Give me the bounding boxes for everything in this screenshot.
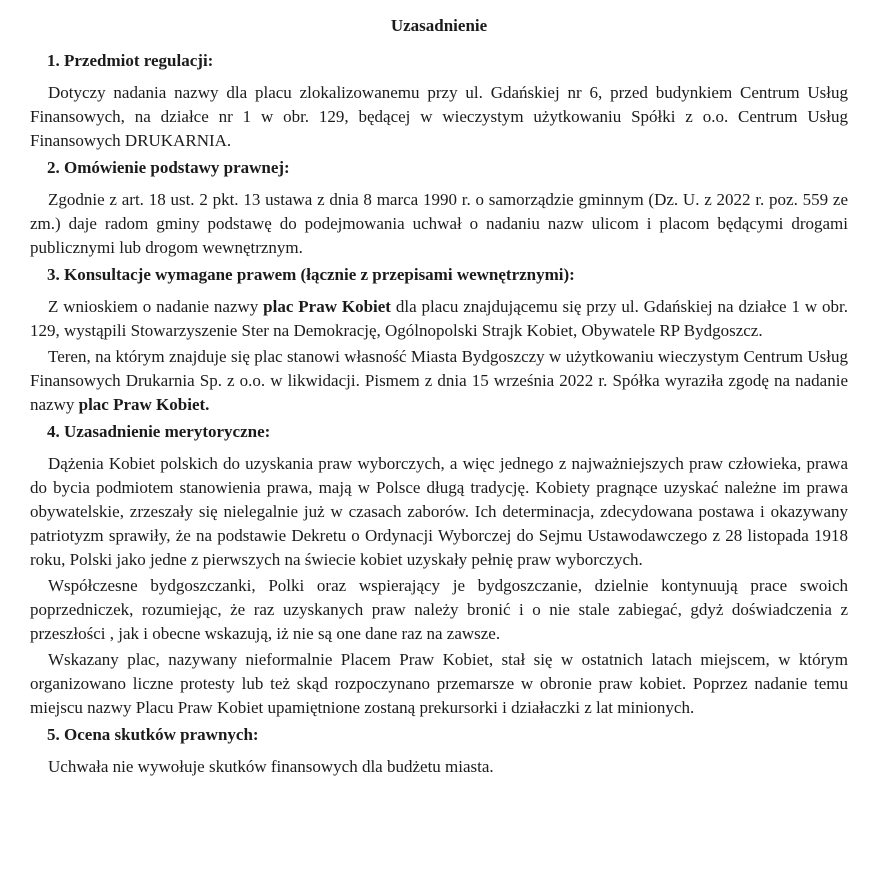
section-heading xyxy=(30,49,848,73)
paragraph xyxy=(30,345,848,417)
paragraph xyxy=(30,81,848,153)
bold-text-run: 5. Ocena skutków prawnych: xyxy=(47,725,259,744)
bold-text-run: Konsultacje wymagane prawem (łącznie z przepisami wewnętrznymi): xyxy=(64,265,575,284)
paragraph xyxy=(30,188,848,260)
bold-text-run: plac Praw Kobiet. xyxy=(78,395,210,414)
paragraph xyxy=(30,452,848,572)
paragraph xyxy=(30,755,848,779)
text-run: Dotyczy nadania nazwy dla placu zlokalizowanemu przy ul. Gdańskiej nr 6, przed budynkiem Centrum Usług Finansowych, na działce nr 1 w obr. 129, będącej w wieczystym użytkowaniu Spółki z o.o. Centrum Usług Finansowych DRUKARNIA. xyxy=(30,83,848,150)
paragraph xyxy=(30,574,848,646)
bold-text-run: 1. Przedmiot regulacji: xyxy=(47,51,214,70)
text-run: Z wnioskiem o nadanie nazwy xyxy=(48,297,264,316)
text-run: . xyxy=(55,265,64,284)
bold-text-run: 4. Uzasadnienie merytoryczne: xyxy=(47,422,271,441)
section-heading xyxy=(30,723,848,747)
document-sections xyxy=(30,49,848,779)
paragraph xyxy=(30,648,848,720)
text-run: Uchwała nie wywołuje skutków finansowych dla budżetu miasta. xyxy=(48,757,494,776)
section-heading xyxy=(30,420,848,444)
bold-text-run: 3 xyxy=(47,265,56,284)
page-title: Uzasadnienie xyxy=(390,16,488,35)
section-heading xyxy=(30,156,848,180)
bold-text-run: 2. Omówienie podstawy prawnej: xyxy=(47,158,290,177)
text-run: Dążenia Kobiet polskich do uzyskania praw wyborczych, a więc jednego z najważniejszych praw człowieka, prawa do bycia podmiotem stanowienia prawa, mają w Polsce długą tradycję. Kobiety pragnące uzyskać należne im prawa obywatelskie, zrzeszały się nielegalnie już w czasach zaborów. Ich determinacja, zdecydowana postawa i okazywany patriotyzm sprawiły, że na podstawie Dekretu o Ordynacji Wyborczej do Sejmu Ustawodawczego z 28 listopada 1918 roku, Polski jako jedne z pierwszych na świecie kobiet uzyskały pełnię praw wyborczych. xyxy=(30,454,848,569)
text-run: Zgodnie z art. 18 ust. 2 pkt. 13 ustawa z dnia 8 marca 1990 r. o samorządzie gminnym (Dz. U. z 2022 r. poz. 559 ze zm.) daje radom gminy podstawę do podejmowania uchwał o nadaniu nazw ulicom i placom będącymi drogami publicznymi lub drogom wewnętrznym. xyxy=(30,190,848,257)
paragraph xyxy=(30,295,848,343)
text-run: Współczesne bydgoszczanki, Polki oraz wspierający je bydgoszczanie, dzielnie kontynuują prace swoich poprzedniczek, rozumiejąc, że raz uzyskanych praw należy bronić i o nie stale zabiegać, gdyż doświadczenia z przeszłości , jak i obecne wskazują, iż nie są one dane raz na zawsze. xyxy=(30,576,848,643)
section-heading xyxy=(30,263,848,287)
text-run: Teren, na którym znajduje się plac stanowi własność Miasta Bydgoszczy w użytkowaniu wieczystym Centrum Usług Finansowych Drukarnia Sp. z o.o. w likwidacji. Pismem z dnia 15 września 2022 r. Spółka wyraziła zgodę na nadanie nazwy xyxy=(30,347,848,414)
bold-text-run: plac Praw Kobiet xyxy=(263,297,391,316)
text-run: Wskazany plac, nazywany nieformalnie Placem Praw Kobiet, stał się w ostatnich latach miejscem, w którym organizowano liczne protesty lub też skąd rozpoczynano przemarsze w obronie praw kobiet. Poprzez nadanie temu miejscu nazwy Placu Praw Kobiet upamiętnione zostaną prekursorki i działaczki z lat minionych. xyxy=(30,650,848,717)
text-run: dla placu znajdującemu się przy ul. Gdańskiej na działce 1 w obr. 129, wystąpili Stowarzyszenie Ster na Demokrację, Ogólnopolski Strajk Kobiet, Obywatele RP Bydgoszcz. xyxy=(30,297,848,340)
